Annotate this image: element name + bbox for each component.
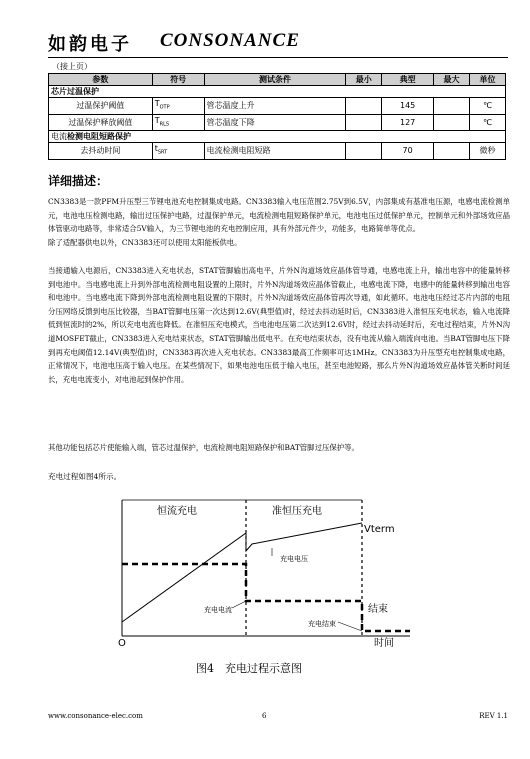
cell-cond: 管芯温度下降 [204,114,346,131]
table-section-row [49,86,506,98]
col-typ: 典型 [382,74,434,86]
section-otp: 芯片过温保护 [49,86,506,98]
cell-cond: 电流检测电阻短路 [204,143,346,160]
col-condition: 测试条件 [204,74,346,86]
paragraph-intro [48,195,510,249]
label-cv-phase: 准恒压充电 [272,506,322,517]
cell-max [434,98,470,115]
cell-cond: 管芯温度上升 [204,98,346,115]
page-header [48,26,508,54]
section-bold: 检测电阻短路保护 [67,132,131,142]
cell-symbol-sub: OTP [159,104,170,111]
label-time: 时间 [374,638,394,648]
col-max: 最大 [434,74,470,86]
header-rule [48,57,508,58]
section-short-protect [49,131,506,143]
table-header-row [49,74,506,86]
brand-chinese: 如韵电子 [48,34,132,55]
paragraph-solar: 除了适配器供电以外，CN3383还可以使用太阳能板供电。 [48,237,242,247]
charge-process-figure [112,496,412,648]
cell-max [434,114,470,131]
cell-symbol: $T_{RLS}$ [152,114,204,131]
paragraph-operation: 当接通输入电源后，CN3383进入充电状态，STAT管脚输出高电平，片外N沟道场效应晶体管导通，电感电流上升，输出电容中的能量转移到电池中。当电感电流上升到外部电流检测电阻设置的上限时，片外N沟道场效应晶体管截止，电感电流下降，电感中的能量转移到输出电容和电池中。当电感电流下降到外部电流检测电阻设置的下限时，片外N沟道场效应晶体管再次导通，如此循环。电池电压经过芯片内部的电阻分压网络反馈到电压比较器，当BAT管脚电压第一次达到12.6V(典型值)时，经过去抖动延时后，CN3383进入准恒压充电状态，输入电流降低到恒流时的2%，所以充电电流也降低。在准恒压充电模式，当电池电压第二次达到12.6V时，经过去抖动延时后，充电过程结束，片外N沟道MOSFET截止，CN3383进入充电结束状态，STAT管脚输出低电平。在充电结束状态，没有电流从输入端流向电池。当BAT管脚电压下降到再充电阈值12.14V(典型值)时，CN3383再次进入充电状态。CN3383最高工作频率可达1MHz。CN3383为升压型充电控制集成电路，正常情况下，电池电压高于输入电压。在某些情况下，如果电池电压低于输入电压，甚至电池短路，那么片外N沟道场效应晶体管关断时间延长，充电电流变小，对电池起到保护作用。 [48,266,510,384]
cell-min [346,114,382,131]
table-row [49,114,506,131]
cell-typ: 127 [382,114,434,131]
paragraph-intro-text: CN3383是一款PFM升压型三节锂电池充电控制集成电路。CN3383输入电压范围2.75V到6.5V，内部集成有基准电压源，电感电流检测单元，电池电压检测电路，输出过压保护电路，过温保护单元，电流检测电阻短路保护单元，电池电压过低保护单元，控制单元和外部场效应晶体管驱动电路等，非常适合5V输入，为三节锂电池的充电控制应用，具有外部元件少，功能多，电路简单等优点。 [48,197,510,234]
footer-url: www.consonance-elec.com [48,712,143,720]
cell-param: 过温保护阈值 [49,98,153,115]
end-leader [338,622,362,631]
cell-typ: 145 [382,98,434,115]
section-prefix: 电流 [51,132,67,142]
paragraph-other-features: 其他功能包括芯片使能输入端，管芯过温保护，电流检测电阻短路保护和BAT管脚过压保护等。 [48,443,359,452]
cell-max [434,143,470,160]
battery-voltage-curve [122,523,362,622]
footer-page-number: 6 [262,712,267,720]
cell-param: 去抖动时间 [49,143,153,160]
cell-min [346,143,382,160]
section-title: 详细描述： [48,174,109,188]
cell-param: 过温保护释放阈值 [49,114,153,131]
brand-english: CONSONANCE [160,30,300,51]
table-row [49,98,506,115]
cell-symbol-sub: SRT [157,149,168,156]
col-unit: 单位 [470,74,506,86]
cell-min [346,98,382,115]
label-cc-phase: 恒流充电 [157,506,197,517]
label-battery-voltage: 充电电压 [280,555,308,563]
table-section-row [49,131,506,143]
footer-revision: REV 1.1 [479,712,508,720]
current-leader [232,601,246,608]
label-charge-end-small: 充电结束 [308,620,336,628]
label-vterm: Vterm [364,524,395,535]
col-symbol: 符号 [152,74,204,86]
cell-typ: 70 [382,143,434,160]
continued-note: （接上页） [52,62,92,71]
cell-unit: 微秒 [470,143,506,160]
cell-symbol: $t_{SRT}$ [152,143,204,160]
charge-current-curve [122,564,410,631]
cell-symbol: $T_{OTP}$ [152,98,204,115]
cell-unit: ℃ [470,114,506,131]
figure-caption: 图4 充电过程示意图 [196,662,302,675]
table-row [49,143,506,160]
col-param: 参数 [49,74,153,86]
col-min: 最小 [346,74,382,86]
label-origin: O [118,638,126,648]
label-end: 结束 [368,604,388,615]
cell-unit: ℃ [470,98,506,115]
spec-table [48,73,506,160]
figure-intro: 充电过程如图4所示。 [48,472,122,481]
cell-symbol-sub: RLS [159,121,170,128]
label-charge-current: 充电电流 [204,606,232,614]
